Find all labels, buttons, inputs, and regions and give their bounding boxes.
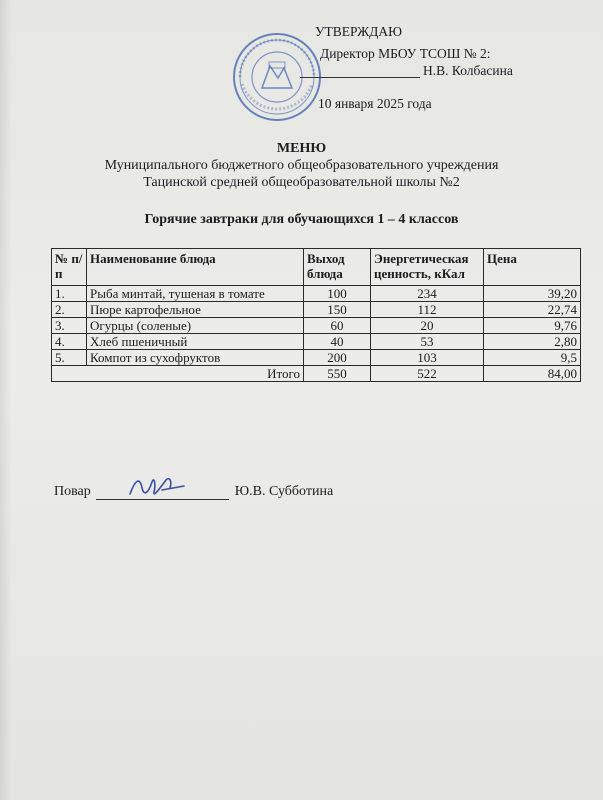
- table-row: [52, 334, 581, 350]
- cell-energy: 112: [371, 302, 484, 318]
- cell-num: 5.: [52, 350, 87, 366]
- page-edge-shadow: [0, 0, 12, 800]
- header-num: № п/п: [52, 249, 87, 286]
- cell-energy: 20: [371, 318, 484, 334]
- table-row: [52, 318, 581, 334]
- table-row: [52, 302, 581, 318]
- table-header-row: [52, 249, 581, 286]
- cook-signature-line: [96, 486, 229, 500]
- organization-line-1: Муниципального бюджетного общеобразовательного учреждения: [104, 158, 499, 173]
- cook-label: Повар: [54, 484, 91, 499]
- cell-output: 150: [304, 302, 371, 318]
- approval-signature-line: [300, 77, 420, 78]
- total-energy: 522: [371, 366, 484, 382]
- cell-num: 3.: [52, 318, 87, 334]
- cell-name: Пюре картофельное: [87, 302, 304, 318]
- meal-title: Горячие завтраки для обучающихся 1 – 4 классов: [144, 212, 459, 227]
- cell-output: 60: [304, 318, 371, 334]
- cell-num: 4.: [52, 334, 87, 350]
- cell-output: 40: [304, 334, 371, 350]
- total-output: 550: [304, 366, 371, 382]
- table-total-row: [52, 366, 581, 382]
- cell-output: 200: [304, 350, 371, 366]
- menu-title: МЕНЮ: [276, 141, 327, 156]
- total-label: Итого: [52, 366, 304, 382]
- cell-name: Компот из сухофруктов: [87, 350, 304, 366]
- approval-title: УТВЕРЖДАЮ: [315, 24, 403, 39]
- cook-name: Ю.В. Субботина: [234, 484, 334, 499]
- cell-name: Хлеб пшеничный: [87, 334, 304, 350]
- signature-icon: [126, 474, 190, 500]
- cell-name: Огурцы (соленые): [87, 318, 304, 334]
- cell-price: 9,5: [484, 350, 581, 366]
- header-name: Наименование блюда: [87, 249, 304, 286]
- header-output: Выход блюда: [304, 249, 371, 286]
- cell-output: 100: [304, 286, 371, 302]
- menu-table: [51, 248, 581, 382]
- header-energy: Энергетическая ценность, кКал: [371, 249, 484, 286]
- header-price: Цена: [484, 249, 581, 286]
- cell-energy: 234: [371, 286, 484, 302]
- cell-num: 2.: [52, 302, 87, 318]
- cook-signature-block: [54, 484, 333, 500]
- cell-num: 1.: [52, 286, 87, 302]
- approval-date: 10 января 2025 года: [318, 96, 432, 111]
- cell-price: 39,20: [484, 286, 581, 302]
- cell-price: 2,80: [484, 334, 581, 350]
- table-row: [52, 286, 581, 302]
- approval-name: Н.В. Колбасина: [423, 63, 513, 78]
- cell-price: 22,74: [484, 302, 581, 318]
- cell-energy: 103: [371, 350, 484, 366]
- organization-line-2: Тацинской средней общеобразовательной школы №2: [143, 175, 460, 190]
- table-row: [52, 350, 581, 366]
- cell-name: Рыба минтай, тушеная в томате: [87, 286, 304, 302]
- cell-price: 9,76: [484, 318, 581, 334]
- total-price: 84,00: [484, 366, 581, 382]
- cell-energy: 53: [371, 334, 484, 350]
- approval-position: Директор МБОУ ТСОШ № 2:: [320, 46, 491, 61]
